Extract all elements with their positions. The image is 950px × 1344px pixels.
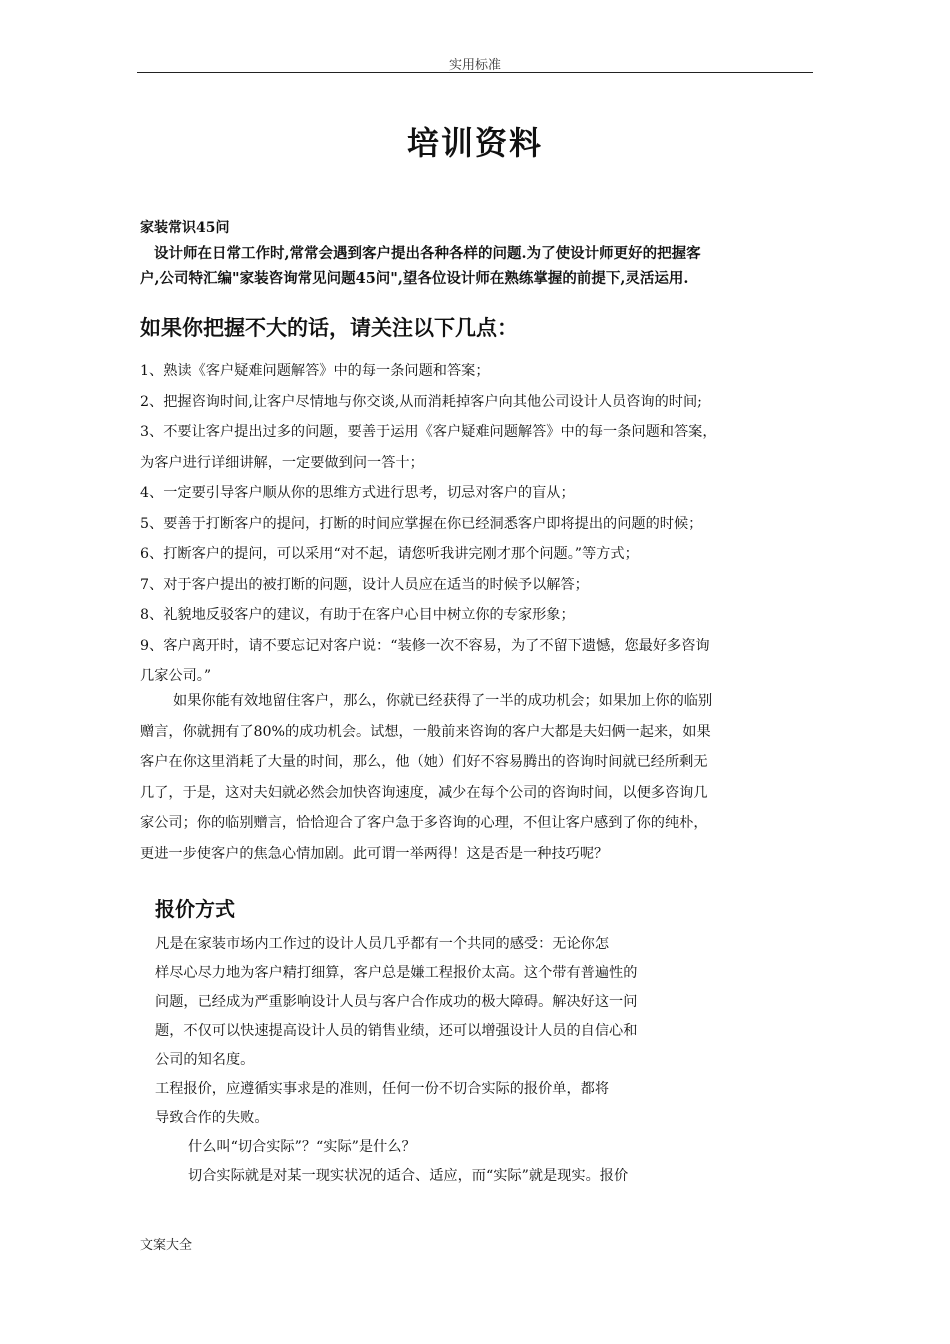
pricing-line: 切合实际就是对某一现实状况的适合、适应，而“实际”就是现实。报价 bbox=[188, 1168, 629, 1184]
pricing-line: 什么叫“切合实际”？“实际”是什么？ bbox=[188, 1139, 416, 1155]
pricing-line: 凡是在家装市场内工作过的设计人员几乎都有一个共同的感受：无论你怎 bbox=[155, 936, 610, 952]
list-item: 几家公司。” bbox=[140, 668, 212, 684]
intro-paragraph bbox=[140, 241, 812, 291]
page-header: 实用标准 bbox=[448, 58, 501, 73]
intro-line: 户,公司特汇编"家装咨询常见问题45问",望各位设计师在熟练掌握的前提下,灵活运用. bbox=[140, 270, 689, 287]
section-heading-tips: 如果你把握不大的话，请关注以下几点： bbox=[140, 315, 518, 340]
list-item: 4、一定要引导客户顺从你的思维方式进行思考，切忌对客户的盲从； bbox=[140, 485, 575, 501]
pricing-line: 问题，已经成为严重影响设计人员与客户合作成功的极大障碍。解决好这一问 bbox=[155, 994, 638, 1010]
pricing-line: 公司的知名度。 bbox=[155, 1052, 255, 1068]
paragraph-line: 几了，于是，这对夫妇就必然会加快咨询速度，减少在每个公司的咨询时间，以便多咨询几 bbox=[140, 784, 708, 801]
pricing-line: 导致合作的失败。 bbox=[155, 1110, 269, 1126]
pricing-line: 工程报价，应遵循实事求是的准则，任何一份不切合实际的报价单，都将 bbox=[155, 1081, 610, 1097]
list-item: 9、客户离开时，请不要忘记对客户说：“装修一次不容易，为了不留下遗憾，您最好多咨询 bbox=[140, 637, 710, 654]
list-item: 2、把握咨询时间,让客户尽情地与你交谈,从而消耗掉客户向其他公司设计人员咨询的时间; bbox=[140, 393, 702, 410]
pricing-line: 样尽心尽力地为客户精打细算，客户总是嫌工程报价太高。这个带有普遍性的 bbox=[155, 965, 638, 981]
section-heading-pricing: 报价方式 bbox=[155, 897, 235, 921]
page-footer: 文案大全 bbox=[140, 1238, 193, 1253]
intro-line: 设计师在日常工作时,常常会遇到客户提出各种各样的问题.为了使设计师更好的把握客 bbox=[154, 245, 701, 262]
list-item: 7、对于客户提出的被打断的问题，设计人员应在适当的时候予以解答； bbox=[140, 576, 589, 593]
list-item: 3、不要让客户提出过多的问题，要善于运用《客户疑难问题解答》中的每一条问题和答案， bbox=[140, 424, 717, 440]
tips-list bbox=[140, 356, 814, 692]
paragraph-line: 如果你能有效地留住客户，那么，你就已经获得了一半的成功机会；如果加上你的临别 bbox=[173, 693, 713, 709]
pricing-line: 题，不仅可以快速提高设计人员的销售业绩，还可以增强设计人员的自信心和 bbox=[155, 1023, 638, 1039]
list-item: 5、要善于打断客户的提问，打断的时间应掌握在你已经洞悉客户即将提出的问题的时候； bbox=[140, 515, 703, 532]
pricing-text bbox=[155, 930, 745, 1191]
list-item: 1、熟读《客户疑难问题解答》中的每一条问题和答案； bbox=[140, 363, 490, 379]
paragraph-line: 客户在你这里消耗了大量的时间，那么，他（她）们好不容易腾出的咨询时间就已经所剩无 bbox=[140, 754, 708, 770]
list-item: 6、打断客户的提问，可以采用“对不起，请您听我讲完刚才那个问题。”等方式； bbox=[140, 546, 639, 562]
list-item: 为客户进行详细讲解，一定要做到问一答十； bbox=[140, 454, 424, 471]
subheading: 家装常识45问 bbox=[140, 220, 230, 236]
paragraph-line: 赠言，你就拥有了80%的成功机会。试想，一般前来咨询的客户大都是夫妇俩一起来，如果 bbox=[140, 723, 711, 740]
body-paragraph bbox=[140, 686, 814, 869]
list-item: 8、礼貌地反驳客户的建议，有助于在客户心目中树立你的专家形象； bbox=[140, 607, 575, 623]
header-rule bbox=[137, 72, 813, 73]
paragraph-line: 更进一步使客户的焦急心情加剧。此可谓一举两得！这是否是一种技巧呢？ bbox=[140, 845, 609, 862]
document-title: 培训资料 bbox=[406, 124, 543, 162]
paragraph-line: 家公司；你的临别赠言，恰恰迎合了客户急于多咨询的心理，不但让客户感到了你的纯朴， bbox=[140, 815, 708, 831]
